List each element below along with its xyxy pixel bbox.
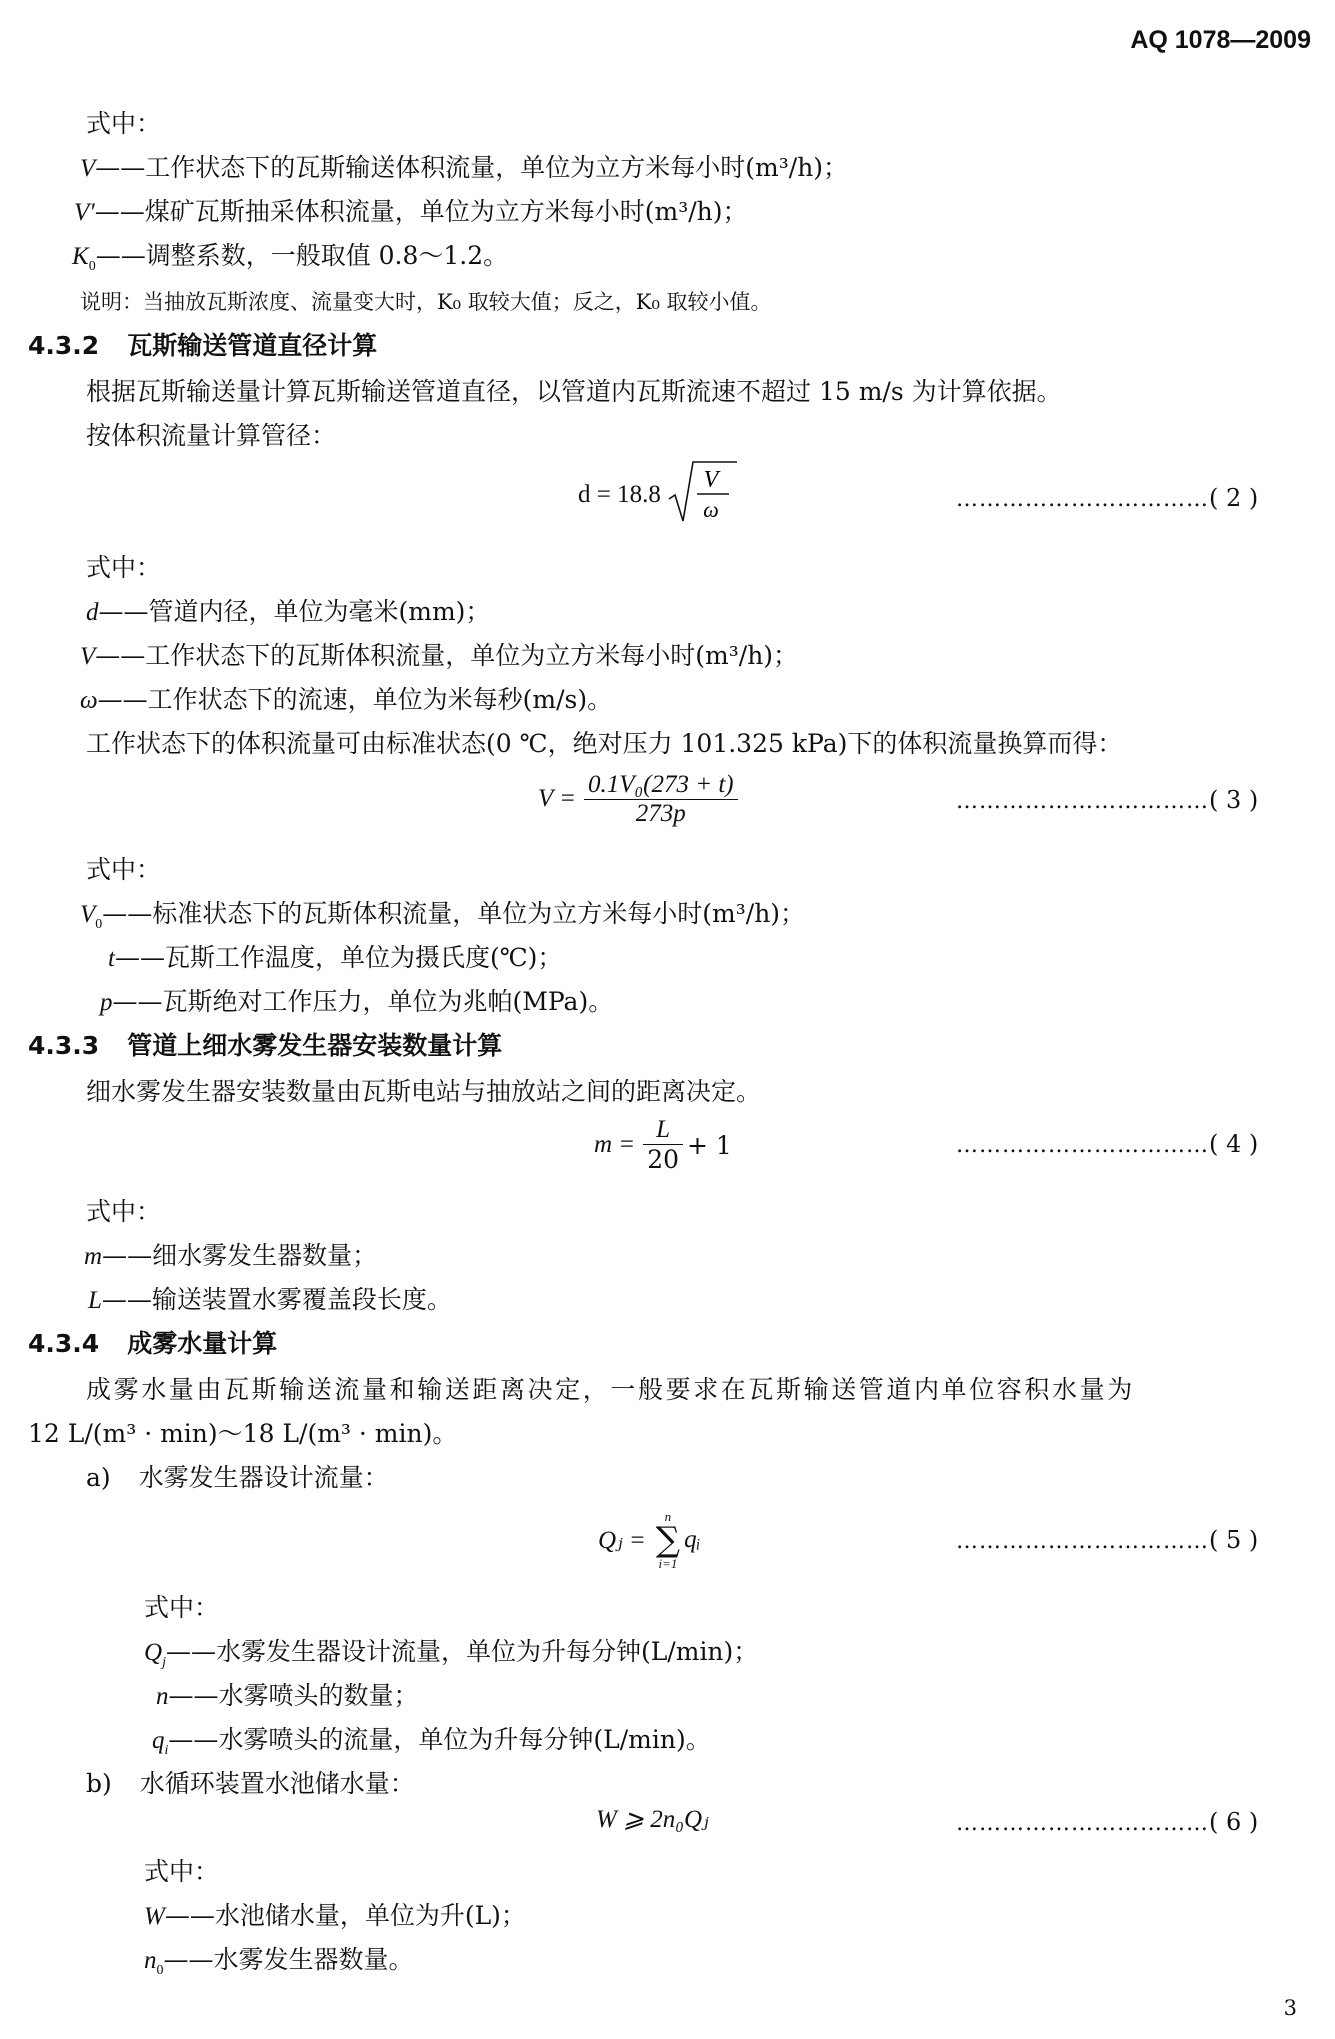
page-number: 3 [1283,1996,1297,2020]
paragraph: 工作状态下的体积流量可由标准状态(0 ℃，绝对压力 101.325 kPa)下的体积流量换算而得： [86,729,1123,758]
eq-lhs: V = [538,785,576,812]
equation-5 [598,1500,701,1580]
list-text: 水循环装置水池储水量： [139,1769,415,1798]
section-number: 4.3.4 [28,1329,100,1358]
eq-number: ( 2 ) [1209,484,1259,512]
fraction [643,1116,683,1174]
var-n-def [156,1676,419,1712]
list-item-b [86,1764,415,1800]
section-title: 管道上细水雾发生器安装数量计算 [127,1031,503,1060]
var-desc: ——工作状态下的瓦斯体积流量，单位为立方米每小时(m³/h)； [95,641,799,670]
sigma-symbol: ∑ [655,1520,681,1560]
leader-dots: …………………………… [956,789,1209,814]
var-t-def [108,938,562,974]
var-qj-def [144,1632,758,1671]
var-desc: ——水雾喷头的流量，单位为升每分钟(L/min)。 [168,1725,711,1754]
leader-dots: …………………………… [956,1133,1209,1158]
eq-lhs: m = [594,1131,636,1158]
where-label: 式中： [86,855,162,884]
summation [656,1510,680,1570]
standard-id: AQ 1078—2009 [1130,26,1311,54]
eq-num: V [703,467,719,493]
fraction [584,771,738,828]
var-qi-def [152,1720,711,1759]
paragraph: 根据瓦斯输送量计算瓦斯输送管道直径，以管道内瓦斯流速不超过 15 m/s 为计算依据。 [86,377,1062,406]
var-desc: ——调整系数，一般取值 0.8～1.2。 [95,241,509,270]
var-desc: ——瓦斯工作温度，单位为摄氏度(℃)； [114,943,563,972]
var-symbol: n [156,1683,169,1710]
var-symbol: $q_i$ [152,1727,169,1758]
var-l-def [88,1280,452,1316]
list-label: b) [86,1769,112,1798]
eq-den: 20 [647,1145,679,1174]
var-omega-def [80,680,612,716]
eq-num: 0.1V₀(273 + t) [584,771,738,800]
var-vprime-def [74,192,748,228]
section-heading-4-3-3 [28,1026,502,1062]
var-p-def [100,982,613,1018]
eq-number: ( 3 ) [1209,786,1259,814]
var-desc: ——水池储水量，单位为升(L)； [164,1901,526,1930]
var-v0-def [80,894,805,933]
var-symbol: L [88,1287,102,1314]
paragraph: 细水雾发生器安装数量由瓦斯电站与抽放站之间的距离决定。 [86,1077,762,1106]
section-heading-4-3-2 [28,326,377,362]
paragraph: 成雾水量由瓦斯输送流量和输送距离决定，一般要求在瓦斯输送管道内单位容积水量为 [86,1375,1135,1404]
paragraph: 按体积流量计算管径： [86,421,337,450]
where-label: 式中： [86,109,162,138]
var-symbol: d [86,599,99,626]
where-label: 式中： [86,553,162,582]
list-label: a) [86,1463,111,1492]
var-symbol: V [80,643,96,670]
var-symbol: $V_0$ [80,901,103,932]
var-symbol: m [84,1243,103,1270]
leader-dots: …………………………… [956,487,1209,512]
sum-upper: n [664,1509,672,1524]
var-desc: ——煤矿瓦斯抽采体积流量，单位为立方米每小时(m³/h)； [94,197,748,226]
where-label: 式中： [86,1197,162,1226]
equation-tag-2 [956,484,1258,512]
var-symbol: V [80,155,96,182]
var-w-def [144,1896,526,1932]
var-v-def [80,148,848,184]
var-desc: ——工作状态下的流速，单位为米每秒(m/s)。 [97,685,613,714]
var-symbol: $n_0$ [144,1947,164,1978]
var-desc: ——工作状态下的瓦斯输送体积流量，单位为立方米每小时(m³/h)； [95,153,849,182]
equation-tag-3 [956,786,1258,814]
section-number: 4.3.3 [28,1031,100,1060]
eq-rhs: + 1 [687,1130,732,1160]
var-d-def [86,592,490,628]
leader-dots: …………………………… [956,1529,1209,1554]
list-item-a [86,1458,389,1494]
equation-4 [594,1112,732,1178]
var-v-def [80,636,798,672]
equation-2 [578,462,739,528]
var-symbol: $K_0$ [72,243,96,274]
section-number: 4.3.2 [28,331,100,360]
sum-lower: i=1 [658,1556,678,1571]
var-symbol: p [100,989,113,1016]
eq-lhs: d = 18.8 [578,481,661,508]
var-m-def [84,1236,377,1272]
note: 说明：当抽放瓦斯浓度、流量变大时，K₀ 取较大值；反之，K₀ 取较小值。 [80,290,772,314]
var-symbol: W [144,1903,165,1930]
equation-6: W ⩾ 2n₀Qⱼ [596,1806,709,1833]
var-n0-def [144,1940,414,1979]
equation-tag-5 [956,1526,1258,1554]
eq-number: ( 6 ) [1209,1808,1259,1836]
list-text: 水雾发生器设计流量： [138,1463,389,1492]
section-title: 成雾水量计算 [127,1329,278,1358]
var-desc: ——输送装置水雾覆盖段长度。 [101,1285,452,1314]
eq-number: ( 4 ) [1209,1130,1259,1158]
equation-tag-4 [956,1130,1258,1158]
eq-num: L [643,1116,683,1145]
eq-number: ( 5 ) [1209,1526,1259,1554]
var-desc: ——瓦斯绝对工作压力，单位为兆帕(MPa)。 [112,987,614,1016]
section-title: 瓦斯输送管道直径计算 [127,331,378,360]
var-k0-def [72,236,508,275]
var-desc: ——水雾喷头的数量； [168,1681,419,1710]
where-label: 式中： [144,1593,220,1622]
var-desc: ——水雾发生器数量。 [163,1945,414,1974]
var-symbol: $Q_j$ [144,1639,166,1670]
var-desc: ——标准状态下的瓦斯体积流量，单位为立方米每小时(m³/h)； [102,899,806,928]
var-desc: ——细水雾发生器数量； [102,1241,378,1270]
var-symbol: ω [80,687,98,714]
paragraph-continued: 12 L/(m³ · min)～18 L/(m³ · min)。 [28,1419,458,1448]
leader-dots: …………………………… [956,1811,1209,1836]
eq-rhs: qᵢ [684,1526,701,1553]
equation-3 [538,766,738,832]
section-heading-4-3-4 [28,1324,277,1360]
eq-den: ω [703,497,719,522]
var-symbol: t [108,945,115,972]
sqrt-symbol [667,459,739,531]
var-desc: ——管道内径，单位为毫米(mm)； [98,597,491,626]
var-symbol: V′ [74,199,95,226]
var-desc: ——水雾发生器设计流量，单位为升每分钟(L/min)； [165,1637,759,1666]
eq-lhs: Qⱼ = [598,1527,646,1554]
equation-tag-6 [956,1808,1258,1836]
eq-den: 273p [635,799,686,827]
where-label: 式中： [144,1857,220,1886]
